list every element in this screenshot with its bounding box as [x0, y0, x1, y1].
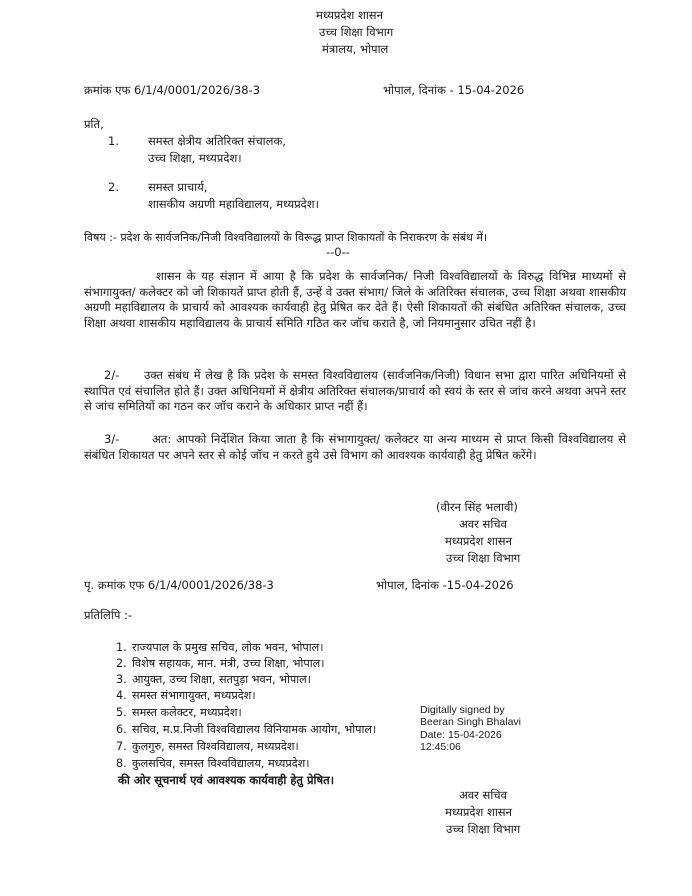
endorsement-number: पृ. क्रमांक एफ 6/1/4/0001/2026/38-3	[84, 578, 274, 592]
list-item	[116, 657, 325, 671]
signatory-govt: मध्यप्रदेश शासन	[445, 805, 512, 819]
list-item-number: 1.	[116, 641, 127, 654]
list-item	[116, 641, 323, 655]
list-item-text: समस्त कलेक्टर, मध्यप्रदेश।	[132, 706, 242, 719]
list-item	[116, 673, 311, 687]
order-place-date: भोपाल, दिनांक - 15-04-2026	[383, 83, 525, 97]
paragraph-2-number: 2/-	[104, 368, 120, 382]
list-item	[116, 706, 242, 720]
to-item-line: शासकीय अग्रणी महाविद्यालय, मध्यप्रदेश।	[148, 197, 319, 211]
to-item-line: समस्त प्राचार्य,	[148, 180, 208, 194]
digital-signature-label: Digitally signed by	[420, 704, 505, 716]
list-item	[116, 740, 299, 754]
header-dept: उच्च शिक्षा विभाग	[319, 25, 394, 39]
signatory-dept: उच्च शिक्षा विभाग	[446, 822, 521, 836]
list-item-text: कुलसचिव, समस्त विश्वविद्यालय, मध्यप्रदेश।	[132, 757, 310, 770]
list-item-number: 7.	[116, 740, 127, 753]
digital-signature-name: Beeran Singh Bhalavi	[420, 716, 521, 728]
signatory-govt: मध्यप्रदेश शासन	[445, 534, 512, 548]
to-item-number: 2.	[108, 180, 119, 194]
to-item-line: समस्त क्षेत्रीय अतिरिक्त संचालक,	[148, 134, 286, 148]
list-item	[116, 689, 256, 703]
list-item-text: समस्त संभागायुक्त, मध्यप्रदेश।	[132, 689, 256, 702]
list-item	[116, 757, 310, 771]
signatory-designation: अवर सचिव	[459, 788, 507, 802]
signatory-dept: उच्च शिक्षा विभाग	[446, 551, 521, 565]
list-item-text: राज्यपाल के प्रमुख सचिव, लोक भवन, भोपाल।	[132, 641, 324, 654]
subject-separator: --0--	[326, 245, 350, 259]
copy-closing-line: की ओर सूचनार्थ एवं आवश्यक कार्यवाही हेतु प्रेषित।	[118, 773, 335, 787]
to-item-line: उच्च शिक्षा, मध्यप्रदेश।	[148, 151, 242, 165]
list-item-number: 5.	[116, 706, 127, 719]
list-item-number: 4.	[116, 689, 127, 702]
paragraph-2: उक्त संबंध में लेख है कि प्रदेश के समस्त विश्वविद्यालय (सार्वजनिक/निजी) विधान सभा द्वारा पारित अधिनियमों से स्थापित एवं संचालित होते हैं। उक्त अधिनियमों में क्षेत्रीय अतिरिक्त संचालक/प्राचार्य को स्वयं के स्तर से जांच करने अथवा अपने स्तर से जांच समितियों का गठन कर जॉच कराने के अधिकार प्राप्त नहीं हैं।	[84, 368, 626, 413]
list-item-text: सचिव, म.प्र.निजी विश्वविद्यालय विनियामक आयोग, भोपाल।	[132, 723, 377, 736]
signatory-designation: अवर सचिव	[459, 517, 507, 531]
list-item-number: 6.	[116, 723, 127, 736]
to-label: प्रति,	[84, 117, 104, 131]
header-govt: मध्यप्रदेश शासन	[316, 8, 383, 22]
list-item	[116, 723, 376, 737]
paragraph-3: अत: आपको निर्देशित किया जाता है कि संभागायुक्त/ कलेक्टर या अन्य माध्यम से प्राप्त किसी विश्वविद्यालय से संबंधित शिकायत पर अपने स्तर से कोई जॉच न करते हुये उसे विभाग को आवश्यक कार्यवाही हेतु प्रेषित करेंगे।	[84, 432, 626, 462]
endorsement-place-date: भोपाल, दिनांक -15-04-2026	[376, 578, 514, 592]
to-item-number: 1.	[108, 134, 119, 148]
paragraph-1: शासन के यह संज्ञान में आया है कि प्रदेश के सार्वजनिक/ निजी विश्वविद्यालयों के विरुद्ध विभिन्न माध्यमों से संभागायुक्त/ कलेक्टर को जो शिकायतें प्राप्त होती हैं, उन्हें वे उक्त संभाग/ जिले के अतिरिक्त संचालक, उच्च शिक्षा अथवा शासकीय अग्रणी महाविद्यालय के प्राचार्य को आवश्यक कार्यवाही हेतु प्रेषित कर देते हैं। ऐसी शिकायतों की संबंधित अतिरिक्त संचालक, उच्च शिक्षा अथवा शासकीय महाविद्यालय के प्राचार्य समिति गठित कर जॉच कराते है, जो नियमानुसार उचित नहीं है।	[84, 269, 626, 330]
list-item-number: 8.	[116, 757, 127, 770]
signatory-name: (वीरन सिंह भलावी)	[436, 500, 518, 514]
list-item-number: 3.	[116, 673, 127, 686]
order-number: क्रमांक एफ 6/1/4/0001/2026/38-3	[84, 83, 261, 97]
digital-signature-date: Date: 15-04-2026	[420, 729, 502, 741]
list-item-number: 2.	[116, 657, 127, 670]
subject-line: विषय :- प्रदेश के सार्वजनिक/निजी विश्वविद्यालयों के विरूद्ध प्राप्त शिकायतों के निराकरण के संबंध में।	[84, 231, 488, 244]
list-item-text: कुलगुरु, समस्त विश्वविद्यालय, मध्यप्रदेश।	[132, 740, 299, 753]
paragraph-3-number: 3/-	[104, 432, 120, 446]
header-place: मंत्रालय, भोपाल	[322, 42, 389, 56]
list-item-text: आयुक्त, उच्च शिक्षा, सतपुड़ा भवन, भोपाल।	[132, 673, 311, 686]
digital-signature-time: 12:45:06	[420, 741, 461, 753]
list-item-text: विशेष सहायक, मान. मंत्री, उच्च शिक्षा, भोपाल।	[132, 657, 325, 670]
copy-label: प्रतिलिपि :-	[84, 608, 133, 622]
